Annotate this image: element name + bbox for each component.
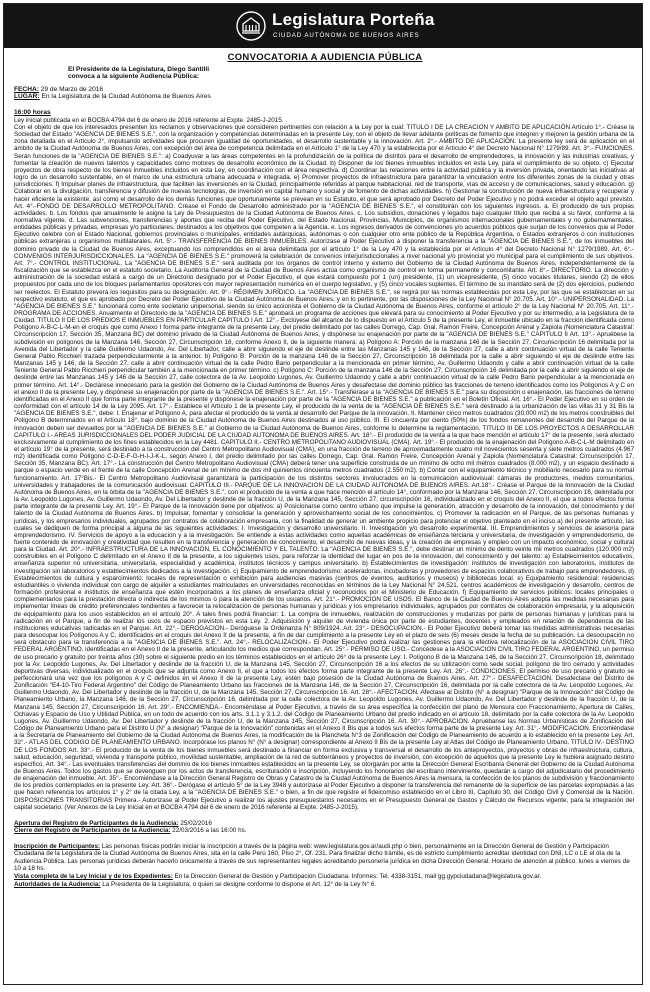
fecha-label: FECHA: — [14, 85, 39, 93]
autoridades-text: La Presidenta de la Legislatura, o quien se designe conforme lo dispone el Art. 12° de la Ley N° 6. — [100, 881, 377, 889]
session-time: 16:00 horas — [14, 108, 51, 116]
cierre-row — [14, 827, 634, 834]
apertura-row — [14, 820, 634, 827]
inscripcion-text: Las personas físicas podrán iniciar la inscripción a través de la página web: www.legislatura.gov.ar/audi.php o bien, personalmente en la Dirección General de Gestión y Participación Ciudadana de la Legislatura de la Ciudad Autónoma de Buenos Aires, sita en la calle Perú 160, Piso 2°, Of. 231. Para finalizar dicho trámite, es de estricto cumplimiento acreditar identidad con DNI, LC o LE el día de la Audiencia Pública. Las personas jurídicas deberán hacerlo únicamente a través de sus representantes legales acreditando personería jurídica en dicha Dirección General. Horario de atención al público: lunes a viernes de 10 a 18 hs. — [14, 843, 630, 872]
autoridades-block — [14, 881, 634, 888]
cierre-label: Cierre del Registro de Participantes de la Audiencia: — [14, 827, 171, 835]
apertura-value: 25/02/2016 — [178, 819, 212, 827]
convocation-heading — [14, 66, 634, 81]
brand-subtitle: CIUDAD AUTÓNOMA DE BUENOS AIRES — [273, 32, 420, 39]
vista-label: Vista completa de la Ley Inicial y de los Expedientes: — [14, 872, 173, 880]
document-body — [14, 66, 634, 888]
brand-name: Legislatura Porteña — [272, 10, 435, 29]
document-title: CONVOCATORIA A AUDIENCIA PÚBLICA — [227, 52, 423, 63]
convocation-line-1: El Presidente de la Legislatura, Diego Santilli — [68, 66, 210, 73]
autoridades-label: Autoridades de la Audiencia: — [14, 881, 101, 889]
cierre-value: 22/03/2016 a las 16:00 hs. — [170, 827, 247, 835]
vista-block — [14, 873, 634, 880]
meta-block — [14, 86, 634, 101]
legislatura-seal-icon — [236, 11, 266, 41]
convocation-line-2: convoca a la siguiente Audiencia Pública: — [68, 73, 199, 81]
registro-block — [14, 820, 634, 834]
lugar-label: LUGAR: — [14, 93, 40, 101]
vista-text: En la Dirección General de Gestión y Participación Ciudadana. Informes: Tel. 4338-3151, mail gg.gypciudadana@legislatura.gov.ar. — [172, 872, 542, 880]
lugar-row — [14, 93, 634, 100]
apertura-label: Apertura del Registro de Participantes de la Audiencia: — [14, 819, 179, 827]
masthead-banner — [4, 4, 642, 48]
lugar-value: En la Legislatura de la Ciudad Autónoma de Buenos Aires — [39, 93, 211, 101]
inscripcion-label: Inscripción de Participantes: — [14, 843, 101, 851]
fecha-row — [14, 86, 634, 93]
law-text: Con el objeto de que los interesados presenten los reclamos y observaciones que consideren pertinentes con relación a la Ley por la cual: TITULO I DE LA CREACION Y AMBITO DE APLICACIÓN Artículo 1°.- Créase la Sociedad del Estado "AGENCIA DE BIENES S.E.", con la organización y competencias determinadas en la presente Ley, con el objeto de llevar adelante políticas de fomento que integren y mejoren la gestión urbana de la zona detallada en el Artículo 2°, impulsando actividades que procuren igualdad de oportunidades, el desarrollo sustentable y la innovación. Art. 2°.- AMBITO DE APLICACIÓN. La presente ley será de aplicación en el ámbito de la Ciudad Autónoma de Buenos Aires, con excepción del área de competencia delimitada en el Artículo 1° de la Ley 470 y la establecida por el Artículo 4° del Decreto Nacional N° 1279/89. Art. 3°.- FUNCIONES. Serán funciones de la "AGENCIA DE BIENES S.E.": a) Coadyuvar a las áreas competentes en la profundización de la política de distritos para el desarrollo de emprendedores, la innovación y las industrias creativas, y fomentar la creación de nuevos talentos y capacidades como motores de desarrollo económico de la Ciudad. b) Disponer de los bienes inmuebles incluidos en esta Ley, para el cumplimiento de su objeto. c) Ejecutar proyectos de obra respecto de los bienes inmuebles incluidos en esta Ley, en coordinación con el área respectiva. d) Coordinar las relaciones entre la actividad pública y la inversión privada, orientando las iniciativas al logro de un desarrollo sustentable, en el marco de una estructura urbana adecuada e integrada. e) Promover proyectos de infraestructura para garantizar la vinculación entre los diferentes zonas de la ciudad y otras jurisdicciones. f) Impulsar planes de infraestructura, que faciliten las inversiones en la Ciudad, principalmente referidas al parque habitacional, red de transporte, vías de acceso y de comunicaciones, salud y educación. g) Colaborar en la divulgación, transferencia y difusión de nuevas tecnologías, de inversión en capital humano y social y de fomento de dichas actividades. h) Gestionar la construcción de nueva infraestructura y recuperar y hacer eficiente la existente, así como el desarrollo de los demás funciones que oportunamente se prevean en su Estatuto, el que será aprobado por Decreto del Poder Ejecutivo y no podrá exceder el objeto aquí previsto. Art. 4°.-FONDO DE DESARROLLO METROPOLITANO. Créase el Fondo de Desarrollo administrado por la "AGENCIA DE BIENES S.E.", el constituirán con los siguientes ingresos. a. El producido de sus propias actividades. b. Los fondos que anualmente le asigne la Ley de Presupuestos de la Ciudad Autónoma de Buenos Aires. c. Los subsidios, donaciones y legados bajo cualquier título que reciba a su favor, conforme a la normativa vigente. d. Las subvenciones, transferencias y aportes que reciba del Poder Ejecutivo, del Estado Nacional, Provincias, Municipios, de organismos internacionales gubernamentales y no gubernamentales, entidades públicas y privadas, empresas y/o particulares, destinados a los objetivos que competen a la Agencia. e. Los ingresos derivados de convenciones y/o acuerdos públicos que surjan de los convenios que el Poder Ejecutivo celebre con el Estado Nacional, gobiernos provinciales o municipales, entidades autárquicas, autónomas o con cualquier otro ente público de la República Argentina, o Estados extranjeros o con instituciones públicas extranjeras u organismos multilaterales. Art. 5°.- TRANSFERENCIA DE BIENES INMUEBLES. Autorízase al Poder Ejecutivo a disponer la transferencia a la "AGENCIA DE BIENES S.E.", de los inmuebles del dominio privado de la Ciudad de Buenos Aires, exceptuando los comprendidos en el área delimitada por el artículo 1° de la Ley 470 y la establecida por el Artículo 4° del Decreto Nacional N° 1279/1989. Art. 6°.- CONVENIOS INTERJURISDICCIONALES. La "AGENCIA DE BIENES S.E." promoverá la celebración de convenios interjurisdiccionales a nivel nacional y/o provincial y/o municipal para el cumplimiento de sus objetivos. Art. 7°.- CONTROL INSTITUCIONAL. La "AGENCIA DE BIENES S.E." será auditada por los órganos de control interno y externo del Gobierno de la Ciudad Autónoma de Buenos Aires, independientemente de la fiscalización que se establezca en el estatuto societario. La Auditoría General de la Ciudad de Buenos Aires actúa como organismo de control en forma permanente y concomitante. Art. 8°.- DIRECTORIO. La dirección y administración de la sociedad estará a cargo de un Directorio designado por el Poder Ejecutivo, el que estará compuesto por 1 (un) presidente, (1) un vicepresidente, (5) cinco vocales titulares, siendo (2) de ellos propuestos por cada uno de los bloques parlamentarios opositores con mayor representación numérica en el cuerpo legislativo, y (5) cinco vocales suplentes. El término de su mandato será de (2) dos ejercicios, pudiendo ser reelectos. El Estatuto preverá los requisitos para su designación. Art. 9°.- RÉGIMEN JURÍDICO. La "AGENCIA DE BIENES S.E.", se regirá por las normas establecidas por esta Ley, por las que se establezcan en su respectivo estatuto, el que es aprobado por Decreto del Poder Ejecutivo de la Ciudad Autónoma de Buenos Aires, y en lo pertinente, por las disposiciones de la Ley Nacional N° 20.705. Art. 10°.- UNIPERSONALIDAD. La "AGENCIA DE BIENES S.E." funcionará como ente societario unipersonal, siendo su único accionista el Gobierno de la Ciudad Autónoma de Buenos Aires, conforme el artículo 2° de la Ley Nacional N° 20.705. Art. 11°.- PROGRAMA DE ACCIONES. Anualmente el Directorio de la "AGENCIA DE BIENES S.E." aprobará un programa de acciones que elevará para su conocimiento al Poder Ejecutivo y por su intermedio, a la Legislatura de la Ciudad. TITULO II DE LOS PREDIOS E INMUEBLES EN PARTICULAR CAPITULO I Art. 12°.- Exclúyese del alcance de lo dispuesto en el Artículo 5 de la presente Ley, el inmueble ubicado en la fracción identificada como Polígono A-B-C-L-M-en el croquis que como Anexo I forma parte integrante de la presente Ley, del predio delimitado por las calles Dorrego, Cap. Gral. Ramón Freire, Concepción Arenal y Zapiola (Nomenclatura Catastral: Circunscripción 17, Sección 35, Manzana BC) del dominio privado de la Ciudad Autónoma de Buenos Aires, y dispónese su enajenación por parte de la "AGENCIA DE BIENES S.E." CAPITULO II Art. 13°.- Apruébese la subdivisión en polígonos de la Manzana 146, Sección 27, Circunscripción 16, conforme Anexo II, de la siguiente manera: a) Polígono A: Porción de la manzana 146 de la Sección 27, Circunscripción 16 delimitada por la Avenida del Libertador y la calle Guillermo Udaondo, Av. Del Libertador, calle a abrir siguiendo el eje de deslinde entre las Manzanas 145 y 146, de la Sección 27, calle a abrir continuación virtual de la calle Teniente General Pablo Ricchieri trazada perpendicularmente a la anterior. b) Polígono B: Porción de la manzana 146 de la Sección 27, Circunscripción 16 delimitada por la calle a abrir siguiendo el eje de deslinde entre las Manzanas 145 y 146, de la Sección 27, calle a abrir continuación virtual de la calle Pedro Bario perpendicular a la mencionada en primer término, Av. Guillermo Udaondo y calle a abrir continuación virtual de la calle Teniente General Pablo Ricchieri perpendicular también a la mencionada en primer término. c) Polígono C: Porción de la manzana 146 de la Sección 27, Circunscripción 16 delimitada por la calle a abrir siguiendo el eje de deslinde entre las Manzanas 145 y 146 de la Sección 27, calle colectora de la Av. Leopoldo Lugones, Av. Guillermo Udaondo y calle a abrir continuación virtual de la calle Pedro Bario perpendicular a la mencionada en primer término. Art. 14°.- Declárese innecesario para la gestión del Gobierno de la Ciudad Autónoma de Buenos Aires y desafectase del dominio público las fracciones de terreno identificados como los Polígonos A y C en el anexo II de la presente Ley, y dispónese su enajenación por parte de la "AGENCIA DE BIENES S.E.". Art. 15°.- Transfiérase a la "AGENCIA DE BIENES S.E." para su disposición o enajenación, las fracciones de terreno identificadas en el Anexo II que forma parte integrante de la presente y dispónese la enajenación por parte de la "AGENCIA DE BIENES S.E." a publicación en el Boletín Oficial. Art. 16°.- El Poder Ejecutivo en su orden de conformidad con el artículo 14 de la Ley 2095. Art. 17°.- Establece el Artículo 1 de la presente Ley, el producido de la venta de la "AGENCIA DE BIENES S.E." será destinado a la urbanización de las villas 31 y 31 Bis la "AGENCIA DE BIENES S.E.", debe: I. Enajenar el Polígono A, para afectar el producido de la venta al desarrollo del Parque de la Innovación. II. Mantener cinco metros cuadrados (30.000 m2) de los metros construibles del Polígono B determinados en el Artículo 18°, bajo dominio de la Ciudad Autónoma de Buenos Aires destinados al uso público. III. El cincuenta por ciento (50%) de los fondos remanentes del desarrollo del Parque de la Innovación deben ser devueltos por la "AGENCIA DE BIENES S.E." al Gobierno de la Ciudad Autónoma de Buenos Aires, conforme lo determine la reglamentación. TITULO III DE LOS PROYECTOS A DESARROLLAR CAPITULO I.- AREAS JURISDICCIONALES DEL PODER JUDICIAL DE LA CIUDAD AUTONOMA DE BUENOS AIRES. Art. 18°.- El producido de la venta a la que hace mención el artículo 17° de la presente, será afectado exclusivamente al cumplimiento de los fines establecidos en la Ley 4481. CAPITULO II.- CENTRO METROPOLITANO AUDIOVISUAL (CMA). Art. 19°.- El producido de la enajenación del Polígono A-B-C-L-M delimitado en el artículo 19° de la presente, será destinado a la construcción del Centro Metropolitano Audiovisual (CMA), en una fracción de terreno de aproximadamente cuatro mil novecientos sesenta y siete metros cuadrados (4.967 m2) identificada como Polígono C-D-E-F-G-H-I-J-K-L, según Anexo I, del predio delimitado por las calles Dorrego, Cap. Gral. Ramón Freire, Concepción Arenal y Zapiola (Nomenclatura Catastral: Circunscripción 17, Sección 35, Manzana BC). Art. 17°.- La construcción del Centro Metropolitano Audiovisual (CMA) deberá tener una superficie construida de un mínimo de ocho mil metros cuadrados (8.000 m2), y un espacio destinado a parque o espacio verde en el frente de la calle Concepción Arenal de un mínimo de dos mil quinientos cincuenta metros cuadrados (2.550 m2). b) Contar con el equipamiento técnico y mobiliario necesario para su normal funcionamiento. Art. 17°Bis.- El Centro Metropolitano Audiovisual garantizará la participación de los distintos sectores involucrados en la comunicación audiovisual: cámaras de productores, medios comunitarios, universidades y trabajadores de la comunicación audiovisual. CAPITULO III.- PARQUE DE LA INNOVACION DE LA CIUDAD AUTONOMA DE BUENOS AIRES. Art.18°.- Créase el Parque de la Innovación de la Ciudad Autónoma de Buenos Aires, en la órbita de la "AGENCIA DE BIENES S.E.", con el producido de la venta a que hace mención el artículo 14°, conformado por la Manzana 146, Sección 27, Circunscripción 16, delimitada por la Av. Leopoldo Lugones, Av. Guillermo Udaondo, Av. Del Libertador y deslinde de la fracción U, de la Manzana 145, Sección 27, circunscripción 16, individualizado en el croquis del Anexo II, el que a todos efectos forma parte integrante de la presente Ley. Art. 19°.- El Parque de la Innovación tiene por objetivos: a) Posicionarse como centro urbano que impulse la generación, atracción y desarrollo de la innovación, del conocimiento y del talento de la Ciudad Autónoma de Buenos Aires. b) Impulsar, fomentar y consolidar la generación y aprovechamiento social de los conocimientos. c) Promover la radicación en el Parque, de las personas humanas y jurídicas, y los empresarios individuales, agrupados por contratos de colaboración empresaria, con la finalidad de generar un ambiente propicio para potenciar el objetivo planteado en el inciso a) del presente artículo, las cuales se dediquen de forma principal a alguna de las siguientes actividades: I. Investigación y desarrollo universitario. II. Investigación y/o desarrollo experimental. III. Emprendimientos y servicios de asesoría para emprendedorismo. IV. Servicios de apoyo a la educación y a la investigación. Se entiende a estas actividades como aquellas académicas de enseñanza terciaria y universitaria, de investigación y emprendedorismo, de fuerte contenido de innovación y creatividad que resulten en la transferencia y generación de conocimiento, el desarrollo de nuevas ideas, y la creación de empresas y empleo con un impacto económico, social y cultural para la Ciudad. Art. 20°.- INFRAESTRUCTURA DE LA INNOVACIÓN, EL CONOCIMIENTO Y EL TALENTO. La "AGENCIA DE BIENES S.E.", debe destinar un mínimo de dento veinte mil metros cuadrados (120.000 m2) construibles en el Polígono C delimitado en el Anexo II de la presente, a los siguientes usos, para reforzar la identidad del lugar en pos de la innovación, del conocimiento y del talento: a) Establecimientos educativos; enseñanza superior no universitaria, universitaria, especialidad y académica, institutos técnicos y campus universitario. b) Establecimientos de investigación: institutos de investigación con laboratorios, institutos de investigación sin laboratorios y establecimientos dedicados a la investigación. c) Equipamiento de emprendedorismo: aceleradoras, incubadoras y proveedores de espacios colaborativos de trabajo para emprendedores. d) Establecimientos de cultura y esparcimiento: locales de representación o exhibición para audiencias masivas (centros de eventos, auditorios y museos) y bibliotecas local. e) Equipamiento residencial: residencias estudiantiles o vivienda individual con cargo de alquiler a estudiantes matriculados en universidades reconocidas en términos de la Ley Nacional N° 24.521, centros académicos de investigación y desarrollo, centros de formación profesional e institutos de enseñanza que estén incorporados a los planes de enseñanza oficial y reconocidos por el Ministerio de Educación. f) Equipamiento de servicios públicos: locales principales o complementarios para la prestación directa o indirecta de los mismos o para la atención de los usuarios. Art. 21°.- PROMOCION DE USOS. El Banco de la Ciudad de Buenos Aires adopta las medidas necesarias para implementar líneas de crédito preferenciales tendientes a favorecer la relocalización de personas humanas y jurídicas y los empresarios individuales, agrupados por contratos de colaboración empresaria, y la adquisición de equipamiento para los usos establecidos en el artículo 20°. A tales fines podrá financiar: 1. La compra de inmuebles, realización de construcciones y mudanzas por parte de personas humanas y jurídicas para la radicación en el Parque, a fin de realizar los usos de espacio previstos en esta Ley. 2. Adquisición y alquiler de vivienda única por parte de estudiantes, docentes y empleados en relación de dependencia de las instituciones educativas radicadas en el Parque. Art. 22°.- DEROGACION.- Deróguese la Ordenanza N° 809/1924. Art. 23°.- DESOCUPACION.- El Poder Ejecutivo deberá tomar las medidas administrativas necesarias para desocupar los Polígonos A y C, identificados en el croquis del Anexo II de la presente, a fin de dar cumplimiento a la presente Ley en el plazo de seis (6) meses desde la fecha de su publicación. La desocupación no será obstáculo para la transferencia a la "AGENCIA DE BIENES S.E.". Art. 24°.- RELOCALIZACION.- El Poder Ejecutivo podrá realizar las gestiones para la efectiva relocalización de la ASOCIACION CIVIL TIRO FEDERAL ARGENTINO, identificadas en el Anexo II de la presente, articulando los medios que correspondan. Art. 25°.- PERMISO DE USO.- Concédese a la ASOCIACION CIVIL TIRO FEDERAL ARGENTINO, un permiso de uso precario y gratuito por treinta años (30) sobre el siguiente predio en los términos establecidos en el artículo 26° de la presente Ley: I. Polígono B de la Manzana 146, de la Sección 27, Circunscripción 18, delimitado por la Av. Leopoldo Lugones, Av. Del Libertador y deslinde de la fracción U, de la Manzana 145, Sección 27, Circunscripción 16 a los efectos de su utilización como sede social, polígono de tiro cerrado y actividades deportivas diversas, individualizado en el croquis que se adjunta como Anexo II, el que a todos los efectos forma parte integrante de la presente Ley. Art. 26°.- CONDICIONES. El permiso de uso precario y gratuito se perfeccionará una vez que los polígonos A y C definidos en el Anexo II de la presente Ley, estén bajo posesión de la Ciudad Autónoma de Buenos Aires. Art. 27°.- DESAFECTACION. Desafectase del Distrito de Zonificación "E4-10-Tiro Federal Argentino" del Código de Planeamiento Urbano las fracciones de la Manzana 146, de la Sección 27, Circunscripción 16, delimitada por la calle colectora de la Av. Leopoldo Lugones, Av. Guillermo Udaondo, Av. Del Libertador y deslinde de la fracción U, de la Manzana 145, Sección 27, Circunscripción 16. Art. 28°.- AFECTACION. Afectase al Distrito (N° a designar) "Parque de la Innovación" del Código de Planeamiento Urbano, la Manzana 146, de la Sección 27, Circunscripción 16, delimitada por la calle colectora de la Av. Leopoldo Lugones, Av. Guillermo Udaondo, Av. Del Libertador y deslinde de la fracción U, de la Manzana 145, Sección 27, Circunscripción 16. Art. 29°.- ENCOMIENDA.- Encomiéndase al Poder Ejecutivo, a través de su área específica la confección del plano de Mensura con Fraccionamiento, Apertura de Calles, Ochavas y Espacio de Uso y Utilidad Pública, en un todo de acuerdo con los arts. 3.1.1 y 3.1.2. del Código de Planeamiento Urbano del predio indicado en el artículo 18, delimitado por la calle colectora de la Av. Leopoldo Lugones, Av. Guillermo Udaondo, Av. Del Libertador y deslinde de la fracción U, de la Manzana 145, Sección 27, Circunscripción 16. Art. 30°.- APROBACION. Apruébanse las Normas Urbanísticas de Zonificación del Código de Planeamiento Urbano para el Distrito U (N° a designar) "Parque de la Innovación" contenidas en el Anexo II Bis que a todos sus efectos forma parte de la presente Ley. Art. 31°.- MODIFICACION. Encomiéndase a la Secretaría de Planeamiento del Gobierno de la Ciudad Autónoma de Buenos Aires, la modificación de la Plancheta N°3 de Zonificación del Código de Planeamiento de acuerdo a lo establecido en la presente Ley. Art. 32°.- ATLAS DEL CODIGO DE PLANEAMIENTO URBANO. Incorpórase los planos N° (N° a designar) correspondiente al Anexo II Bis de la presente Ley al Atlas del Código de Planeamiento Urbano. TITULO IV.- DESTINO DE LOS FONDOS Art. 33°.- El producido de la venta de los bienes inmuebles será destinado a financiar en forma exclusiva y transversal el desarrollo de los anteproyectos, proyectos y obras de infraestructura, cultura, salud, educación, seguridad, vivienda y transporte público, movilidad sustentable, ampliación de la red de subterráneos y proyectos de inversión, con excepción de aquellos que la presente Ley le hubiera asignado destino específico. Art. 34°.- Las eventuales transferencias del dominio de los bienes inmuebles establecidos en la presente Ley, se otorgarán por ante la Dirección General Escribanía General del Gobierno de la Ciudad Autónoma de Buenos Aires. Todos los gastos que se devenguen por los actos de transferencia, escrituración e inscripción, incluyendo los honorarios del escribano interviniente, quedarán a cargo del adjudicatario del procedimiento de enajenación del inmueble. Art. 35°.- Encomiéndase a la Dirección General Registro de Obras y Catastro de la Ciudad Autónoma de Buenos Aires la mensura, la confección de los planos de subdivisión y fraccionamiento de los predios contemplados en la presente Ley. Art. 36°.- Derógase el artículo 5° de la Ley 3948 y autorizase al Poder Ejecutivo a disponer la transferencia del remanente de la superficie de las parcelas expropiadas a las que hacen referencia los artículos 1° y 2° de la citada Ley, a la "AGENCIA DE BIENES S.E." o bien, a fin de que registre el fideicomiso establecido en el Libro III, Capítulo 30, del Código Civil y Comercial de la Nación. DISPOSICIONES TRANSITORIAS Primera.- Autorízase al Poder Ejecutivo a realizar los ajustes presupuestarios necesarios en el Presupuesto General de Gastos y Cálculo de Recursos vigente, para la integración del capital societario. (Ver Anexos de la Ley Inicial en el BOCBA 4794 del 6 de enero de 2016 referente al Expte. 2485-J-2015). — [14, 123, 634, 811]
law-intro: Ley inicial publicada en el BOCBA 4794 del 6 de enero de 2016 referente al Expte. 2485-J-2015. — [14, 116, 284, 124]
fecha-value: 29 de Marzo de 2016 — [38, 85, 104, 93]
inscripcion-block — [14, 843, 634, 872]
